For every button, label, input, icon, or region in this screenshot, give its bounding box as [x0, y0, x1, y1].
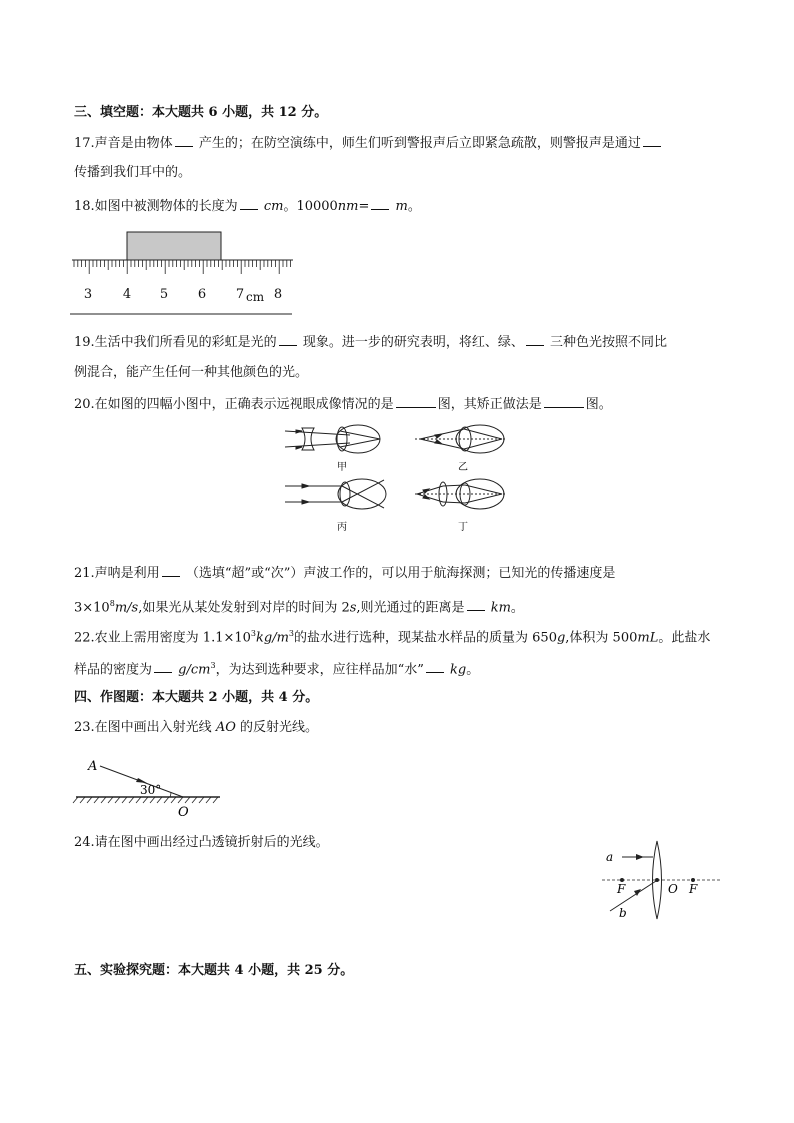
- hatch-line: [87, 797, 92, 803]
- answer-blank[interactable]: [154, 660, 172, 673]
- diagram-label-ding: 丁: [458, 522, 468, 533]
- ruler-ticks: [74, 260, 291, 274]
- answer-blank[interactable]: [175, 134, 193, 147]
- ray-a-arrow: [636, 854, 644, 860]
- label-f-right: F: [689, 882, 698, 896]
- answer-blank[interactable]: [544, 395, 584, 408]
- hatch-line: [80, 797, 85, 803]
- reflection-figure: [70, 752, 225, 822]
- label-a: a: [606, 850, 614, 864]
- answer-blank[interactable]: [371, 197, 389, 210]
- hatch-line: [108, 797, 113, 803]
- eye-diagrams-figure: [280, 418, 530, 533]
- question-17-line-1: 17.声音是由物体 产生的；在防空演练中，师生们听到警报声后立即紧急疏散，则警报声是通过: [74, 134, 663, 153]
- hatch-line: [192, 797, 197, 803]
- question-19-line-2: 例混合，能产生任何一种其他颜色的光。: [74, 365, 309, 380]
- eye-diagram-yi: [415, 425, 505, 453]
- eye-diagram-bing: [285, 479, 386, 509]
- diagram-label-jia: 甲: [337, 462, 347, 473]
- question-19-line-1: 19.生活中我们所看见的彩虹是光的 现象。进一步的研究表明，将红、绿、 三种色光按照不同比: [74, 335, 667, 350]
- ruler-unit: cm: [246, 290, 265, 304]
- convex-lens-figure: [600, 835, 725, 927]
- question-22-line-2: 样品的密度为 $g/cm^3$，为达到选种要求，应往样品加“水” kg。: [74, 661, 480, 678]
- ruler-label: 8: [273, 287, 283, 302]
- hatch-line: [199, 797, 204, 803]
- hatch-line: [213, 797, 218, 803]
- hatch-line: [101, 797, 106, 803]
- eye-diagram-jia: [285, 425, 380, 453]
- point-a-label: A: [88, 759, 98, 774]
- hatch-line: [171, 797, 176, 803]
- hatch-line: [129, 797, 134, 803]
- hatch-line: [143, 797, 148, 803]
- eye-diagram-ding: [415, 479, 505, 509]
- question-21-line-2: $3\times 10^8m/s$,如果光从某处发射到对岸的时间为 2s,则光通过的距离是 km。: [74, 599, 524, 616]
- answer-blank[interactable]: [240, 197, 258, 210]
- hatch-line: [122, 797, 127, 803]
- ruler-label: 5: [159, 287, 169, 302]
- question-20-text: 20.在如图的四幅小图中，正确表示远视眼成像情况的是 图，其矫正做法是 图。: [74, 397, 612, 412]
- section-3-title: 三、填空题：本大题共 6 小题，共 12 分。: [74, 105, 328, 120]
- answer-blank[interactable]: [426, 660, 444, 673]
- answer-blank[interactable]: [396, 395, 436, 408]
- question-22-line-1: 22.农业上需用密度为 $1.1\times 10^3kg/m^3$的盐水进行选种，现某盐水样品的质量为 650g,体积为 500mL。此盐水: [74, 629, 711, 646]
- ruler-label: 4: [122, 287, 132, 302]
- label-f-left: F: [617, 882, 626, 896]
- question-18-text: 18.如图中被测物体的长度为 cm。10000nm= m。: [74, 199, 421, 214]
- diagram-label-bing: 丙: [337, 522, 347, 533]
- hatch-line: [94, 797, 99, 803]
- measured-object: [127, 232, 221, 260]
- ruler-figure: [70, 226, 295, 316]
- answer-blank[interactable]: [643, 134, 661, 147]
- mirror-hatching: [73, 797, 218, 803]
- answer-blank[interactable]: [526, 333, 544, 346]
- hatch-line: [136, 797, 141, 803]
- answer-blank[interactable]: [467, 598, 485, 611]
- ruler-label: 6: [197, 287, 207, 302]
- question-17-line-2: 传播到我们耳中的。: [74, 165, 192, 180]
- hatch-line: [185, 797, 190, 803]
- hatch-line: [178, 797, 183, 803]
- section-5-title: 五、实验探究题：本大题共 4 小题，共 25 分。: [74, 963, 354, 978]
- hatch-line: [115, 797, 120, 803]
- angle-label: 30°: [140, 783, 162, 797]
- point-o-label: O: [178, 805, 189, 820]
- question-21-line-1: 21.声呐是利用 （选填“超”或“次”）声波工作的，可以用于航海探测；已知光的传播速度是: [74, 566, 616, 581]
- hatch-line: [73, 797, 78, 803]
- diagram-label-yi: 乙: [458, 462, 468, 473]
- answer-blank[interactable]: [279, 333, 297, 346]
- ruler-label: 7: [235, 287, 245, 302]
- ruler-label: 3: [83, 287, 93, 302]
- hatch-line: [206, 797, 211, 803]
- hatch-line: [157, 797, 162, 803]
- answer-blank[interactable]: [162, 564, 180, 577]
- center-dot: [655, 878, 659, 882]
- label-o: O: [668, 882, 678, 896]
- label-b: b: [619, 906, 627, 920]
- section-4-title: 四、作图题：本大题共 2 小题，共 4 分。: [74, 690, 319, 705]
- question-23-text: 23.在图中画出入射光线 AO 的反射光线。: [74, 720, 318, 735]
- hatch-line: [150, 797, 155, 803]
- question-24-text: 24.请在图中画出经过凸透镜折射后的光线。: [74, 835, 329, 850]
- hatch-line: [164, 797, 169, 803]
